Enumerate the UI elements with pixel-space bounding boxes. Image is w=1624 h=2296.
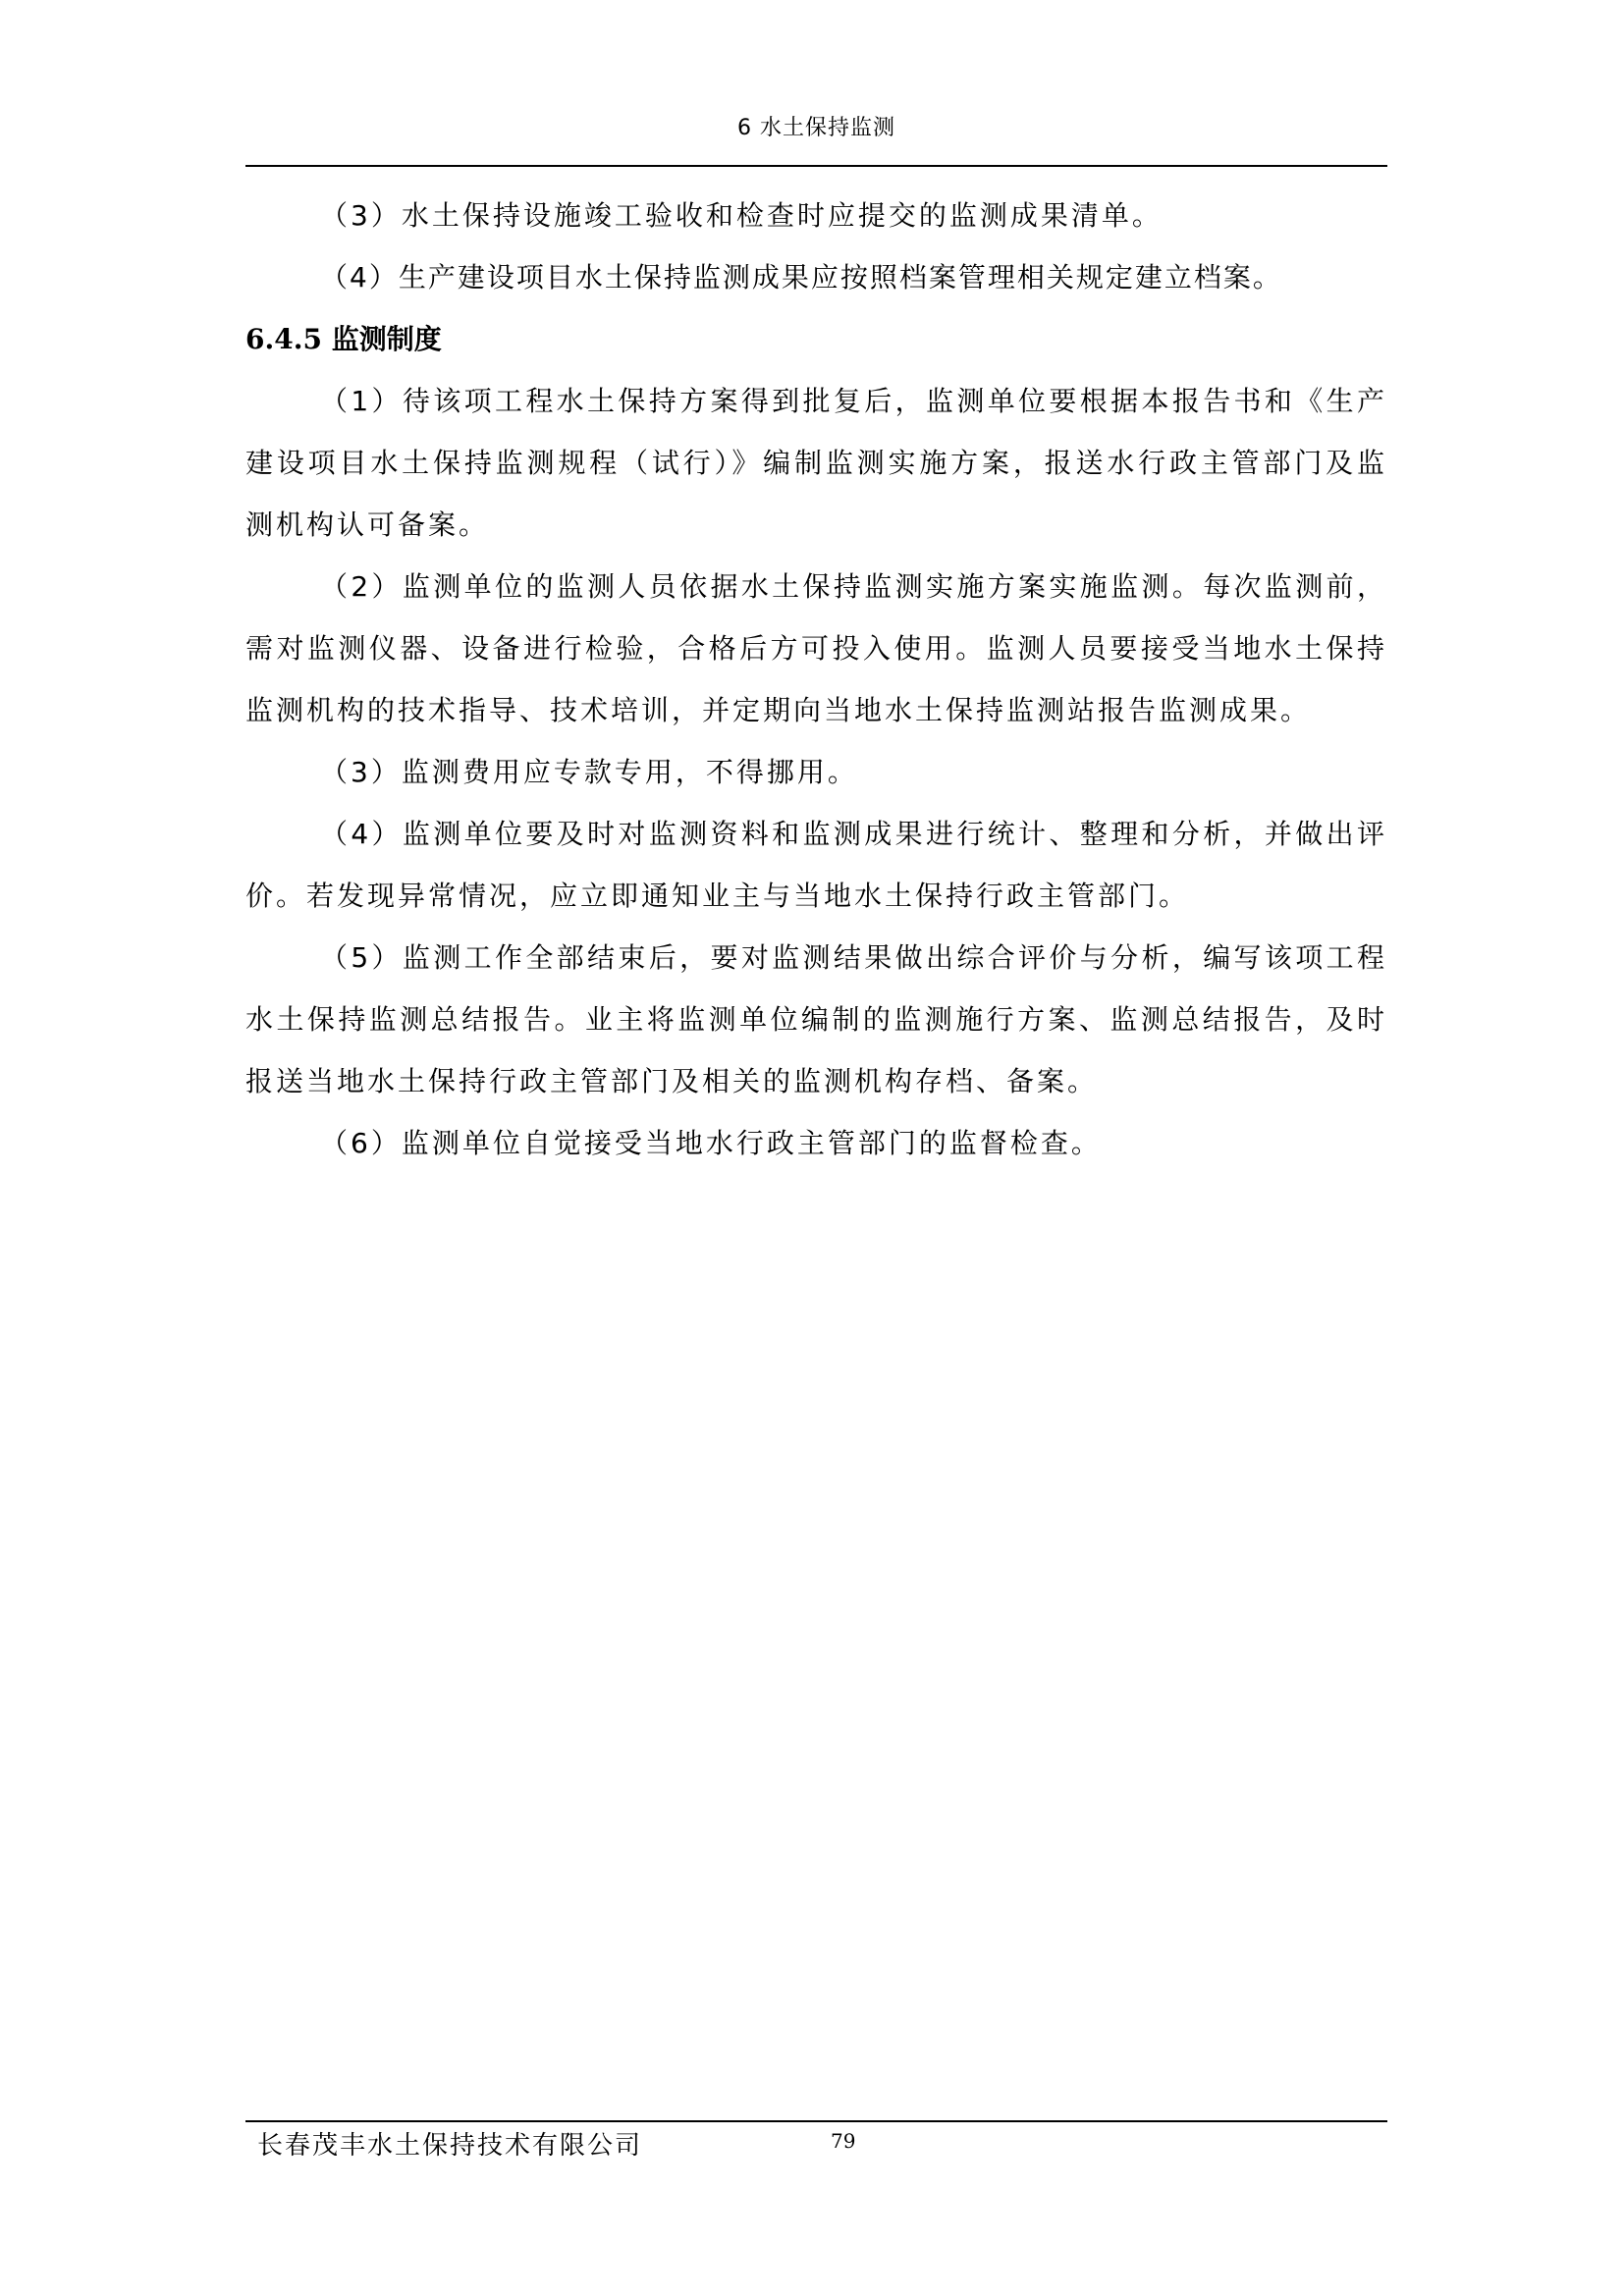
paragraph-2: （2）监测单位的监测人员依据水土保持监测实施方案实施监测。每次监测前，需对监测仪器、设备进行检验，合格后方可投入使用。监测人员要接受当地水土保持监测机构的技术指导、技术培训，并定期向当地水土保持监测站报告监测成果。 (245, 570, 1387, 726)
page-number: 79 (831, 2129, 856, 2153)
section-heading: 6.4.5 监测制度 (245, 323, 442, 355)
paragraph-1: （1）待该项工程水土保持方案得到批复后，监测单位要根据本报告书和《生产建设项目水土保持监测规程（试行）》编制监测实施方案，报送水行政主管部门及监测机构认可备案。 (245, 385, 1387, 541)
paragraph-6: （6）监测单位自觉接受当地水行政主管部门的监督检查。 (320, 1127, 1102, 1159)
footer-company-name: 长春茂丰水土保持技术有限公司 (257, 2131, 643, 2161)
paragraph-3: （3）监测费用应专款专用，不得挪用。 (320, 756, 858, 788)
document-body (245, 185, 1387, 1174)
page-header-title: 6 水土保持监测 (737, 116, 895, 140)
paragraph-4: （4）监测单位要及时对监测资料和监测成果进行统计、整理和分析，并做出评价。若发现异常情况，应立即通知业主与当地水土保持行政主管部门。 (245, 818, 1387, 912)
header-divider (245, 165, 1387, 167)
intro-paragraph-3: （3）水土保持设施竣工验收和检查时应提交的监测成果清单。 (320, 199, 1163, 232)
footer-divider (245, 2120, 1387, 2122)
intro-paragraph-4: （4）生产建设项目水土保持监测成果应按照档案管理相关规定建立档案。 (320, 261, 1282, 294)
paragraph-5: （5）监测工作全部结束后，要对监测结果做出综合评价与分析，编写该项工程水土保持监测总结报告。业主将监测单位编制的监测施行方案、监测总结报告，及时报送当地水土保持行政主管部门及相关的监测机构存档、备案。 (245, 941, 1387, 1097)
